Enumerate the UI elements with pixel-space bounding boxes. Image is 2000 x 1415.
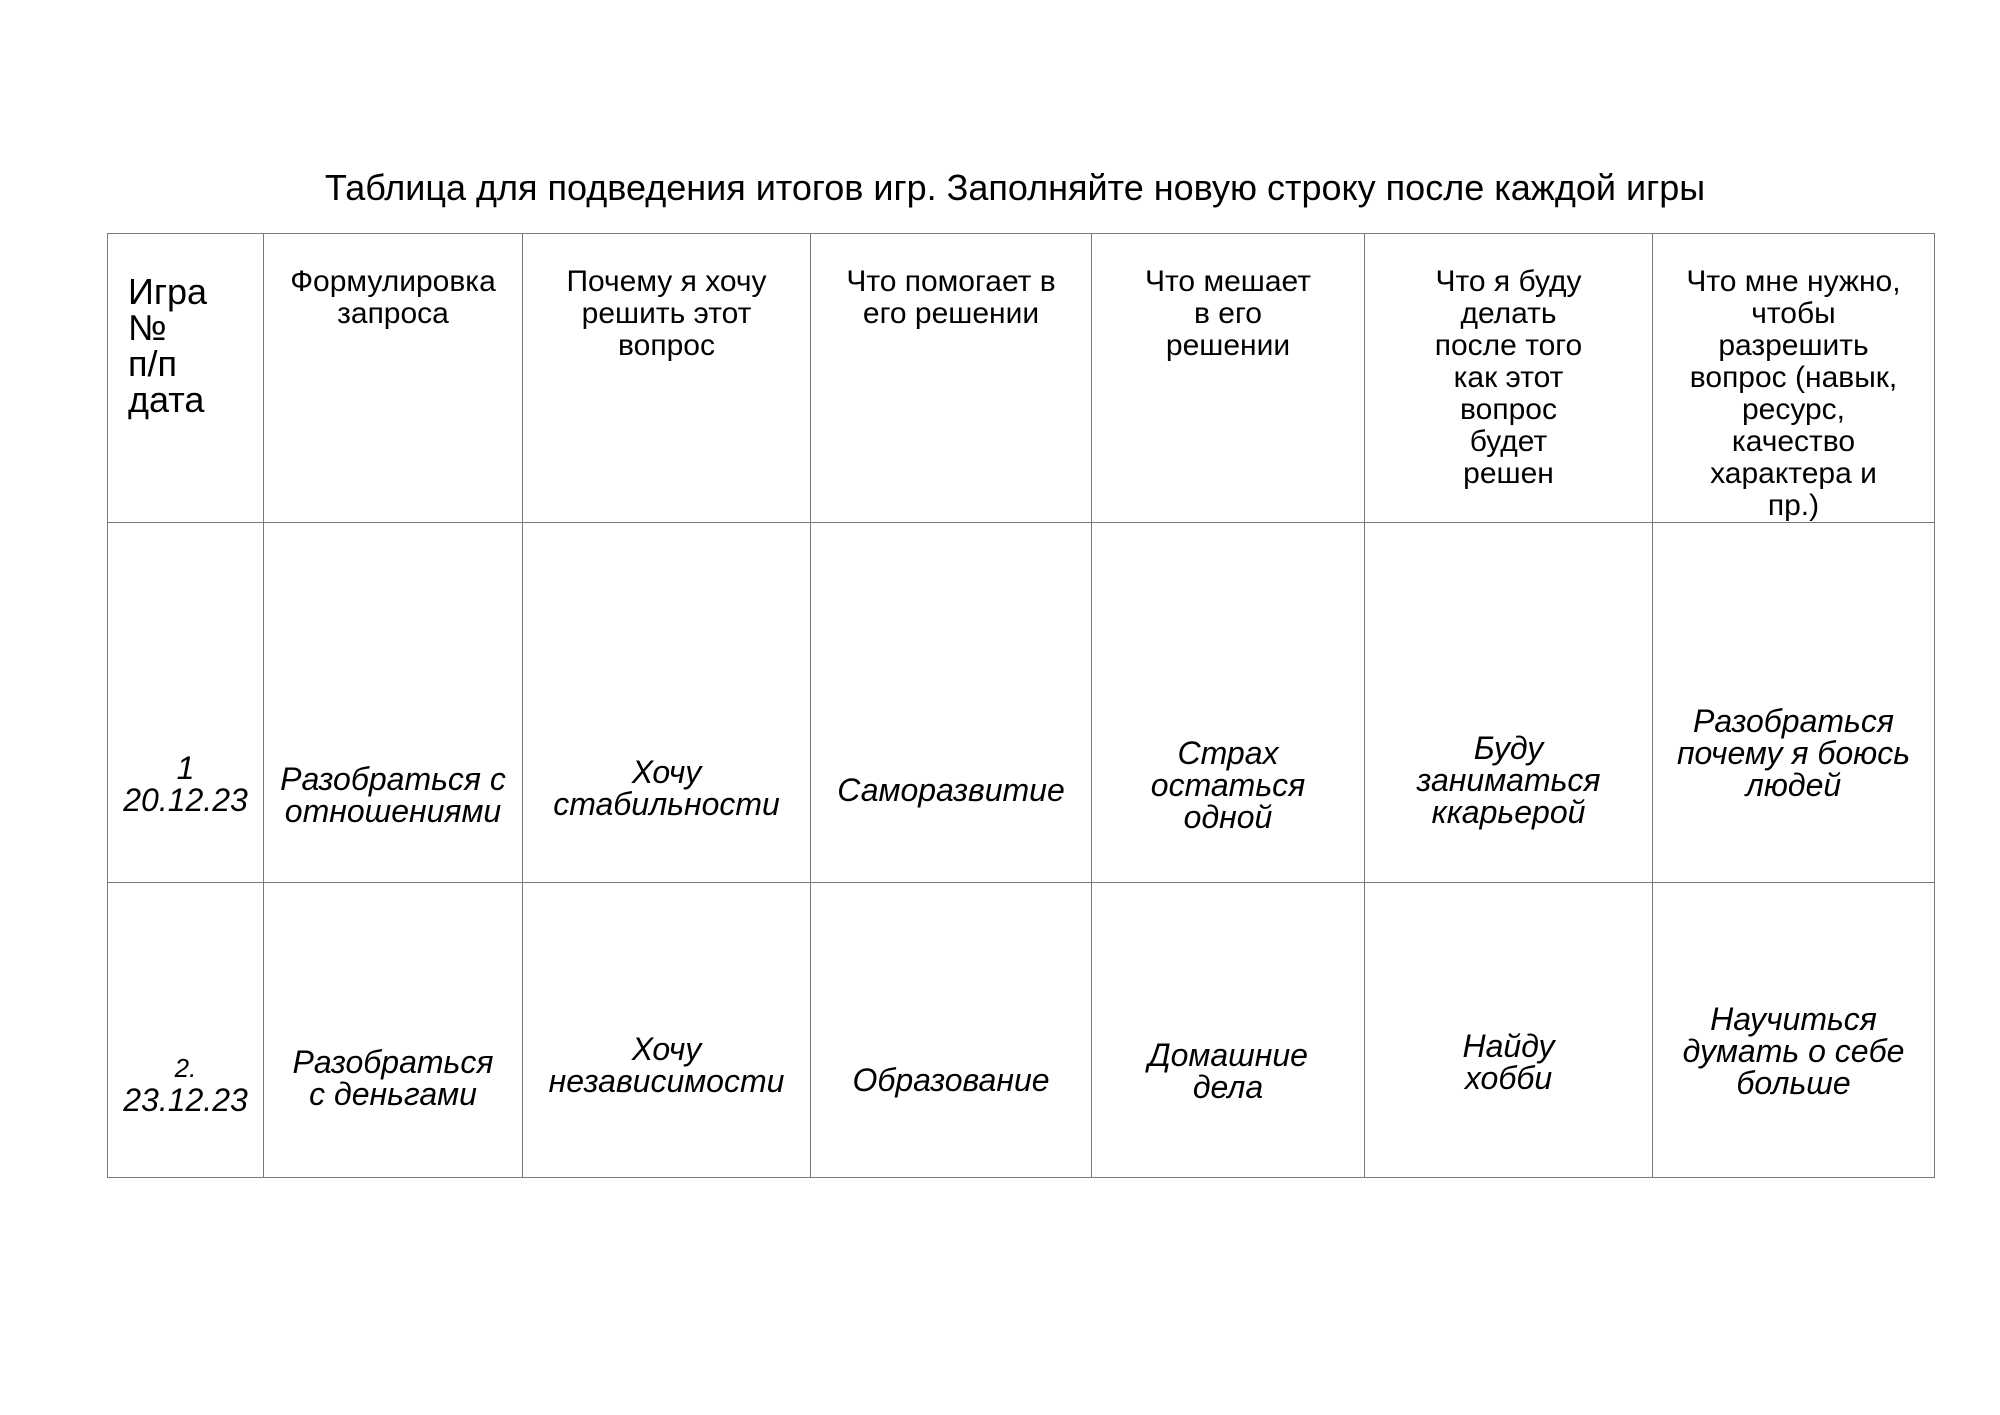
header-hinders: Что мешает в его решении: [1092, 234, 1365, 523]
cell-request: Разобраться с отношениями: [264, 523, 523, 883]
cell-why: Хочу независимости: [523, 883, 811, 1178]
results-table: [107, 233, 1935, 1178]
table-row: [108, 883, 1935, 1178]
header-row: [108, 234, 1935, 523]
row-number: 2.: [174, 1053, 197, 1083]
cell-after: Буду заниматься ккарьерой: [1365, 523, 1653, 883]
header-request: Формулировка запроса: [264, 234, 523, 523]
cell-number-date: [108, 523, 264, 883]
cell-after: Найду хобби: [1365, 883, 1653, 1178]
header-helps: Что помогает в его решении: [811, 234, 1092, 523]
cell-number-date: [108, 883, 264, 1178]
row-date: 23.12.23: [123, 1082, 248, 1118]
cell-hinders: Домашние дела: [1092, 883, 1365, 1178]
cell-helps: Саморазвитие: [811, 523, 1092, 883]
header-game-number-date: Игра № п/п дата: [108, 234, 264, 523]
cell-request: Разобраться с деньгами: [264, 883, 523, 1178]
cell-need: Научиться думать о себе больше: [1653, 883, 1935, 1178]
table-row: [108, 523, 1935, 883]
cell-why: Хочу стабильности: [523, 523, 811, 883]
cell-hinders: Страх остаться одной: [1092, 523, 1365, 883]
header-why: Почему я хочу решить этот вопрос: [523, 234, 811, 523]
row-number: 1: [176, 749, 195, 786]
header-after: Что я буду делать после того как этот вопрос будет решен: [1365, 234, 1653, 523]
header-need: Что мне нужно, чтобы разрешить вопрос (навык, ресурс, качество характера и пр.): [1653, 234, 1935, 523]
row-date: 20.12.23: [123, 781, 248, 818]
cell-need: Разобраться почему я боюсь людей: [1653, 523, 1935, 883]
page-title: Таблица для подведения итогов игр. Заполняйте новую строку после каждой игры: [324, 167, 1706, 208]
cell-helps: Образование: [811, 883, 1092, 1178]
